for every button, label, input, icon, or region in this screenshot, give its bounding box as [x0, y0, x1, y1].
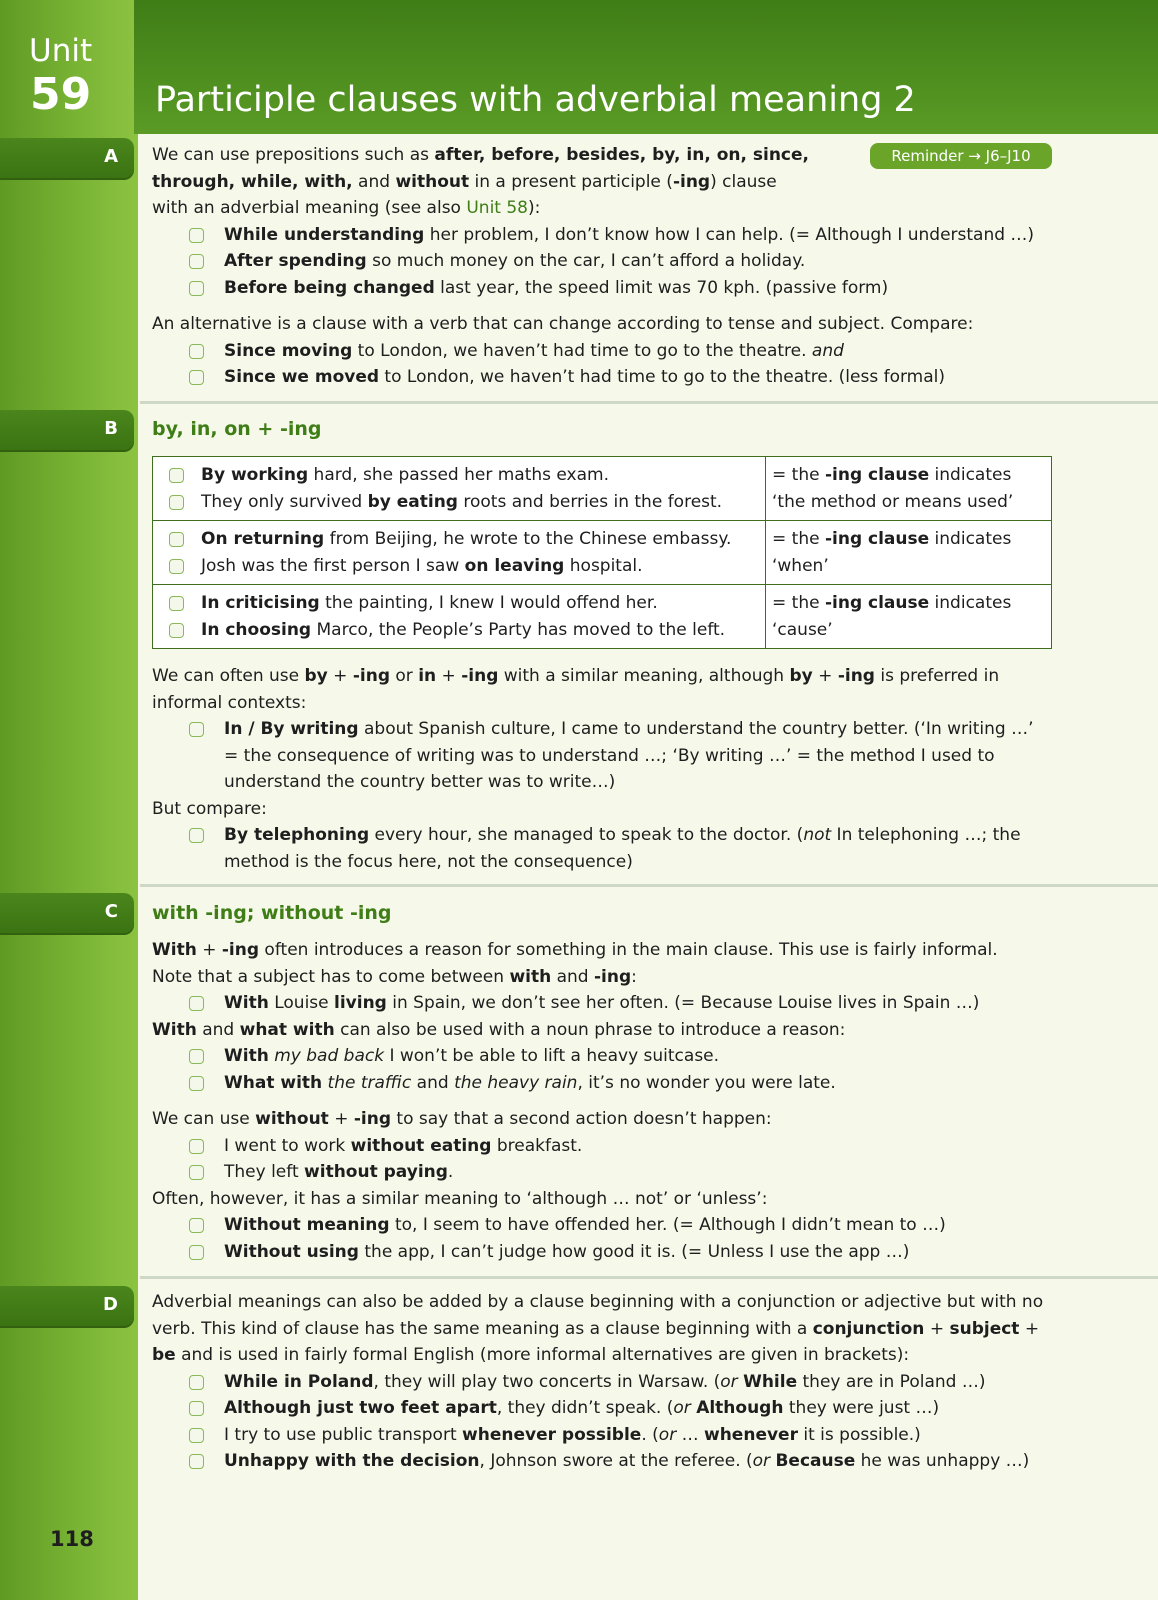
example: In / By writing about Spanish culture, I came to understand the country better. (‘In writing …’ = the consequence of writing was to understand …; ‘By writing …’ = the method I used to understand the country better was to write…)	[152, 716, 1052, 796]
section-c	[152, 899, 1052, 1265]
section-letter: C	[104, 901, 118, 922]
section-c-heading: with -ing; without -ing	[152, 902, 392, 924]
example: I try to use public transport whenever possible. (or … whenever it is possible.)	[152, 1422, 1052, 1449]
bullet-icon	[189, 1245, 204, 1260]
example: Without using the app, I can’t judge how good it is. (= Unless I use the app …)	[152, 1239, 1052, 1266]
bullet-icon	[189, 344, 204, 359]
table-row	[153, 585, 1052, 649]
section-letter: A	[104, 146, 118, 167]
section-c-paragraph: With and what with can also be used with a noun phrase to introduce a reason:	[152, 1019, 846, 1040]
example: Since we moved to London, we haven’t had time to go to the theatre. (less formal)	[152, 364, 1052, 391]
table-cell-meaning: = the -ing clause indicates ‘the method or means used’	[766, 457, 1052, 521]
bullet-icon	[189, 828, 204, 843]
example: While understanding her problem, I don’t know how I can help. (= Although I understand …)	[152, 222, 1052, 249]
bullet-icon	[169, 559, 184, 574]
example: Since moving to London, we haven’t had time to go to the theatre. and	[152, 338, 1052, 365]
table-cell-meaning: = the -ing clause indicates ‘when’	[766, 521, 1052, 585]
example: What with the traffic and the heavy rain, it’s no wonder you were late.	[152, 1070, 1052, 1097]
bullet-icon	[189, 996, 204, 1011]
page-number: 118	[50, 1527, 94, 1551]
example: While in Poland, they will play two concerts in Warsaw. (or While they are in Poland …)	[152, 1369, 1052, 1396]
bullet-icon	[189, 1139, 204, 1154]
table-row	[153, 457, 1052, 521]
section-tab-a	[0, 138, 134, 180]
sidebar	[0, 0, 138, 1600]
section-tab-b	[0, 410, 134, 452]
example: After spending so much money on the car, I can’t afford a holiday.	[152, 248, 1052, 275]
bullet-icon	[169, 596, 184, 611]
section-tab-c	[0, 893, 134, 935]
bullet-icon	[189, 1049, 204, 1064]
section-letter: D	[103, 1294, 118, 1315]
section-c-paragraph: Often, however, it has a similar meaning to ‘although … not’ or ‘unless’:	[152, 1188, 768, 1209]
example: With Louise living in Spain, we don’t see her often. (= Because Louise lives in Spain …)	[152, 990, 1052, 1017]
section-b-heading: by, in, on + -ing	[152, 418, 322, 440]
section-b-but-compare: But compare:	[152, 798, 267, 819]
unit-number: 59	[30, 69, 92, 120]
section-divider	[140, 884, 1158, 887]
section-tab-d	[0, 1286, 134, 1328]
bullet-icon	[189, 1454, 204, 1469]
bullet-icon	[189, 1218, 204, 1233]
section-d-paragraph: Adverbial meanings can also be added by a clause beginning with a conjunction or adjective but with no verb. This kind of clause has the same meaning as a clause beginning with a conjunction + subject + be and is used in fairly formal English (more informal alternatives are given in brackets):	[152, 1292, 1044, 1365]
section-divider	[140, 401, 1158, 404]
table-cell-examples: In criticising the painting, I knew I would offend her. In choosing Marco, the People’s Party has moved to the left.	[153, 585, 766, 649]
example: By telephoning every hour, she managed to speak to the doctor. (not In telephoning …; the method is the focus here, not the consequence)	[152, 822, 1052, 875]
table-row	[153, 521, 1052, 585]
bullet-icon	[189, 1428, 204, 1443]
unit-label: Unit	[29, 33, 93, 69]
table-cell-examples: By working hard, she passed her maths exam. They only survived by eating roots and berries in the forest.	[153, 457, 766, 521]
example: With my bad back I won’t be able to lift a heavy suitcase.	[152, 1043, 1052, 1070]
bullet-icon	[189, 722, 204, 737]
example: They left without paying.	[152, 1159, 1052, 1186]
bullet-icon	[169, 532, 184, 547]
section-c-paragraph: With + -ing often introduces a reason for something in the main clause. This use is fairly informal. Note that a subject has to come between with and -ing:	[152, 940, 998, 987]
table-cell-examples: On returning from Beijing, he wrote to the Chinese embassy. Josh was the first person I saw on leaving hospital.	[153, 521, 766, 585]
section-d	[152, 1289, 1052, 1475]
section-a	[152, 142, 1052, 391]
table-cell-meaning: = the -ing clause indicates ‘cause’	[766, 585, 1052, 649]
bullet-icon	[169, 495, 184, 510]
bullet-icon	[189, 228, 204, 243]
bullet-icon	[169, 468, 184, 483]
page-title: Participle clauses with adverbial meaning 2	[155, 80, 916, 120]
example: Unhappy with the decision, Johnson swore at the referee. (or Because he was unhappy …)	[152, 1448, 1052, 1475]
bullet-icon	[189, 1165, 204, 1180]
section-b-heading-wrap	[152, 415, 1052, 453]
example: Before being changed last year, the speed limit was 70 kph. (passive form)	[152, 275, 1052, 302]
bullet-icon	[189, 370, 204, 385]
reminder-badge[interactable]: Reminder → J6–J10	[870, 143, 1052, 169]
section-b-paragraph: We can often use by + -ing or in + -ing with a similar meaning, although by + -ing is preferred in informal contexts:	[152, 666, 1000, 713]
section-divider	[140, 1276, 1158, 1279]
unit-58-link[interactable]: Unit 58	[466, 198, 529, 218]
bullet-icon	[189, 1076, 204, 1091]
bullet-icon	[189, 1401, 204, 1416]
section-a-intro: We can use prepositions such as after, before, besides, by, in, on, since, through, while, with, and without in a present participle (-ing) clause with an adverbial meaning (see also Unit 58):	[152, 145, 809, 218]
example: I went to work without eating breakfast.	[152, 1133, 1052, 1160]
section-a-alternative: An alternative is a clause with a verb that can change according to tense and subject. Compare:	[152, 314, 974, 334]
bullet-icon	[189, 254, 204, 269]
section-letter: B	[104, 418, 118, 439]
example: Without meaning to, I seem to have offended her. (= Although I didn’t mean to …)	[152, 1212, 1052, 1239]
bullet-icon	[189, 1375, 204, 1390]
example: Although just two feet apart, they didn’t speak. (or Although they were just …)	[152, 1395, 1052, 1422]
bullet-icon	[169, 623, 184, 638]
section-b-body	[152, 663, 1052, 875]
section-c-paragraph: We can use without + -ing to say that a second action doesn’t happen:	[152, 1109, 772, 1129]
bullet-icon	[189, 281, 204, 296]
usage-table	[152, 456, 1052, 649]
